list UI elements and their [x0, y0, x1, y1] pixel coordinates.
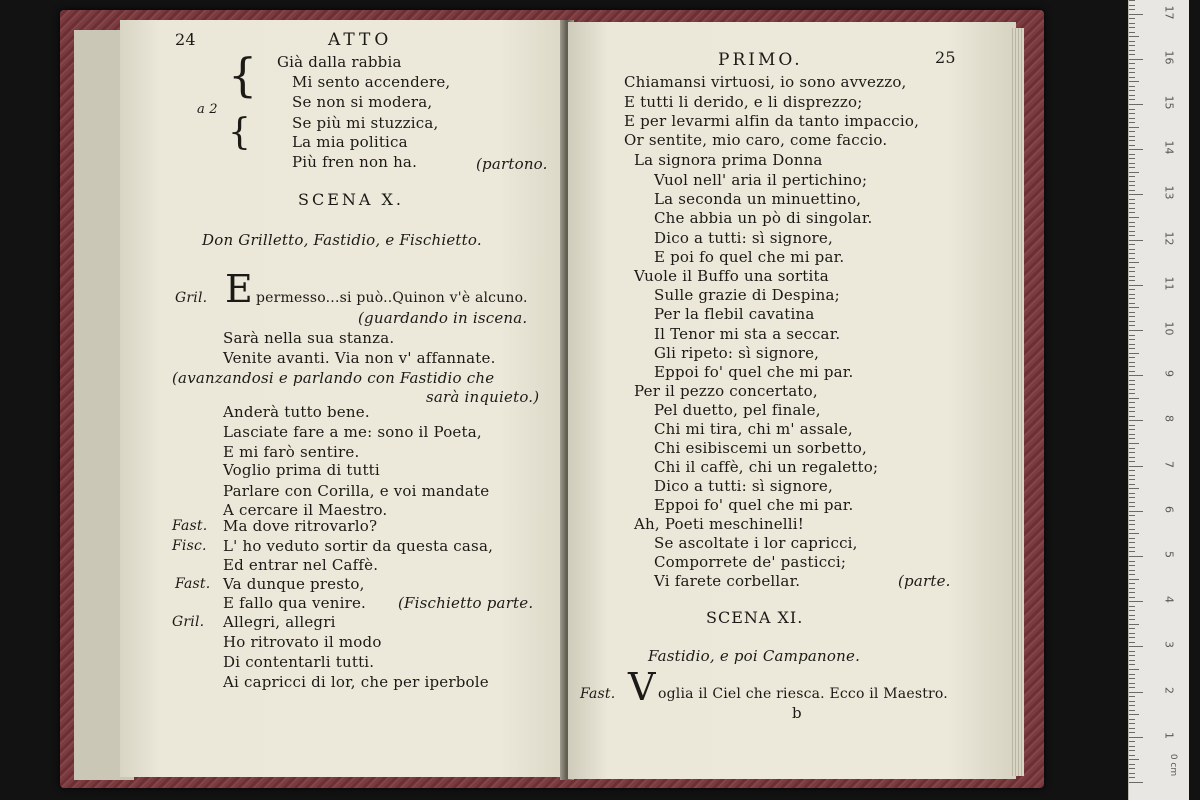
- ruler-tick: [1129, 149, 1143, 150]
- ruler-number: 13: [1162, 185, 1176, 200]
- ruler-tick: [1129, 199, 1135, 200]
- ruler-tick: [1129, 258, 1135, 259]
- ruler-tick: [1129, 687, 1135, 688]
- ruler-tick: [1129, 457, 1135, 458]
- ruler-tick: [1129, 289, 1135, 290]
- dialogue-line: Allegri, allegri: [223, 613, 336, 631]
- verse-line: La mia politica: [292, 133, 408, 151]
- ruler-tick: [1129, 646, 1143, 647]
- stage-direction: (Fischietto parte.: [398, 594, 534, 612]
- speaker-label: Fast.: [580, 686, 616, 702]
- ruler-tick: [1129, 493, 1135, 494]
- ruler-tick: [1129, 755, 1135, 756]
- ruler-tick: [1129, 353, 1139, 354]
- ruler-tick: [1129, 330, 1143, 331]
- ruler-tick: [1129, 619, 1135, 620]
- verse-line: Parlare con Corilla, e voi mandate: [223, 482, 490, 500]
- ruler-tick: [1129, 746, 1135, 747]
- signature-mark: b: [792, 704, 802, 722]
- ruler-tick: [1129, 136, 1135, 137]
- ruler-tick: [1129, 497, 1135, 498]
- ruler-tick: [1129, 122, 1135, 123]
- speaker-label: Fast.: [175, 576, 211, 592]
- speaker-label: Fast.: [172, 518, 208, 534]
- verse-line: A cercare il Maestro.: [223, 501, 388, 519]
- scene-characters: Don Grilletto, Fastidio, e Fischietto.: [202, 231, 482, 249]
- ruler-tick: [1129, 109, 1135, 110]
- ruler-tick: [1129, 633, 1135, 634]
- page-number: 24: [175, 30, 196, 49]
- ruler-tick: [1129, 14, 1143, 15]
- ruler-tick: [1129, 194, 1143, 195]
- ruler-tick: [1129, 759, 1139, 760]
- ruler-tick: [1129, 113, 1135, 114]
- ruler-tick: [1129, 714, 1139, 715]
- verse-line: E per levarmi alfin da tanto impaccio,: [624, 112, 920, 130]
- verse-line: Per il pezzo concertato,: [634, 382, 818, 400]
- ruler-tick: [1129, 380, 1135, 381]
- ruler-tick: [1129, 529, 1135, 530]
- ruler-tick: [1129, 588, 1135, 589]
- verse-line: Eppoi fo' quel che mi par.: [654, 363, 854, 381]
- ruler-tick: [1129, 285, 1143, 286]
- ruler-number: 1: [1162, 731, 1176, 739]
- ruler-tick: [1129, 280, 1135, 281]
- ruler-tick: [1129, 371, 1135, 372]
- verse-line: E fallo qua venire.: [223, 594, 367, 612]
- ruler-tick: [1129, 90, 1135, 91]
- ruler-tick: [1129, 438, 1135, 439]
- ruler-zero-label: 0 cm: [1168, 753, 1179, 777]
- brace-bottom: {: [228, 112, 251, 153]
- ruler-tick: [1129, 316, 1135, 317]
- verse-line: La signora prima Donna: [634, 151, 823, 169]
- ruler-tick: [1129, 307, 1139, 308]
- ruler-number: 16: [1162, 50, 1176, 65]
- ruler-tick: [1129, 732, 1135, 733]
- ruler-tick: [1129, 127, 1139, 128]
- ruler-tick: [1129, 181, 1135, 182]
- ruler-tick: [1129, 344, 1135, 345]
- verse-line: E tutti li derido, e li disprezzo;: [624, 93, 863, 111]
- ruler-tick: [1129, 701, 1135, 702]
- ruler-number: 12: [1162, 231, 1176, 246]
- ruler-tick: [1129, 163, 1135, 164]
- ruler-number: 7: [1162, 460, 1176, 468]
- ruler-tick: [1129, 298, 1135, 299]
- ruler-tick: [1129, 651, 1135, 652]
- ruler-tick: [1129, 104, 1143, 105]
- ruler-tick: [1129, 750, 1135, 751]
- ruler-tick: [1129, 741, 1135, 742]
- ruler-tick: [1129, 240, 1143, 241]
- verse-line: Vi farete corbellar.: [654, 572, 801, 590]
- ruler-tick: [1129, 628, 1135, 629]
- ruler-tick: [1129, 325, 1135, 326]
- ruler-tick: [1129, 294, 1135, 295]
- ruler-tick: [1129, 664, 1135, 665]
- verse-line: Se ascoltate i lor capricci,: [654, 534, 858, 552]
- ruler-tick: [1129, 131, 1135, 132]
- ruler-tick: [1129, 574, 1135, 575]
- ruler-tick: [1129, 72, 1135, 73]
- ruler-tick: [1129, 420, 1143, 421]
- verse-line: Il Tenor mi sta a seccar.: [654, 325, 841, 343]
- ruler-tick: [1129, 249, 1135, 250]
- ruler-tick: [1129, 655, 1135, 656]
- ruler-tick: [1129, 429, 1135, 430]
- verse-line: Voglio prima di tutti: [223, 461, 380, 479]
- ruler-tick: [1129, 479, 1135, 480]
- ruler-tick: [1129, 592, 1135, 593]
- verse-line: Che abbia un pò di singolar.: [654, 209, 873, 227]
- ruler-tick: [1129, 348, 1135, 349]
- ruler-tick: [1129, 565, 1135, 566]
- ruler-tick: [1129, 515, 1135, 516]
- ruler-tick: [1129, 461, 1135, 462]
- dialogue-line: Va dunque presto,: [223, 575, 365, 593]
- ruler-tick: [1129, 610, 1135, 611]
- ruler-tick: [1129, 583, 1135, 584]
- ruler-tick: [1129, 190, 1135, 191]
- ruler-tick: [1129, 425, 1135, 426]
- verse-line: Chi esibiscemi un sorbetto,: [654, 439, 867, 457]
- ruler-tick: [1129, 203, 1135, 204]
- stage-direction: sarà inquieto.): [426, 388, 540, 406]
- ruler-tick: [1129, 533, 1139, 534]
- ruler-tick: [1129, 375, 1143, 376]
- verse-line: Ho ritrovato il modo: [223, 633, 382, 651]
- ruler-tick: [1129, 303, 1135, 304]
- ruler-tick: [1129, 185, 1135, 186]
- ruler-tick: [1129, 542, 1135, 543]
- ruler-tick: [1129, 23, 1135, 24]
- ruler-tick: [1129, 222, 1135, 223]
- ruler-tick: [1129, 466, 1143, 467]
- verse-line: Comporrete de' pasticci;: [654, 553, 847, 571]
- ruler-tick: [1129, 276, 1135, 277]
- verse-line: Dico a tutti: sì signore,: [654, 229, 833, 247]
- ruler-tick: [1129, 208, 1135, 209]
- page-number: 25: [935, 48, 956, 67]
- verse-line: Anderà tutto bene.: [223, 403, 370, 421]
- ruler-tick: [1129, 524, 1135, 525]
- ruler-tick: [1129, 226, 1135, 227]
- ruler-tick: [1129, 615, 1135, 616]
- ruler-tick: [1129, 267, 1135, 268]
- verse-line: Sarà nella sua stanza.: [223, 329, 395, 347]
- verse-line: Chi mi tira, chi m' assale,: [654, 420, 853, 438]
- ruler-tick: [1129, 452, 1135, 453]
- verse-line: Vuol nell' aria il pertichino;: [654, 171, 868, 189]
- ruler-tick: [1129, 488, 1139, 489]
- verse-line: Pel duetto, pel finale,: [654, 401, 821, 419]
- dialogue-line: Ma dove ritrovarlo?: [223, 517, 378, 535]
- stage-direction: (parte.: [898, 572, 951, 590]
- ruler-tick: [1129, 710, 1135, 711]
- verse-line: Mi sento accendere,: [292, 73, 451, 91]
- ruler-tick: [1129, 366, 1135, 367]
- ruler-tick: [1129, 773, 1135, 774]
- ruler-tick: [1129, 99, 1135, 100]
- ruler-number: 2: [1162, 686, 1176, 694]
- ruler-tick: [1129, 335, 1135, 336]
- verse-line: Eppoi fo' quel che mi par.: [654, 496, 854, 514]
- ruler-tick: [1129, 737, 1143, 738]
- ruler-tick: [1129, 312, 1135, 313]
- ruler-tick: [1129, 538, 1135, 539]
- speaker-label: Gril.: [172, 614, 205, 630]
- ruler-tick: [1129, 9, 1135, 10]
- ruler-tick: [1129, 217, 1139, 218]
- speaker-label: Fisc.: [172, 538, 207, 554]
- right-page: [568, 22, 1016, 779]
- ruler-tick: [1129, 321, 1135, 322]
- ruler-number: 8: [1162, 415, 1176, 423]
- scene-title: SCENA XI.: [706, 608, 804, 627]
- ruler-number: 9: [1162, 370, 1176, 378]
- ruler-tick: [1129, 674, 1135, 675]
- verse-line: Gli ripeto: sì signore,: [654, 344, 820, 362]
- ruler-tick: [1129, 41, 1135, 42]
- dialogue-line: L' ho veduto sortir da questa casa,: [223, 537, 494, 555]
- ruler-tick: [1129, 561, 1135, 562]
- ruler-tick: [1129, 669, 1139, 670]
- ruler-tick: [1129, 389, 1135, 390]
- ruler-number: 10: [1162, 321, 1176, 336]
- ruler-number: 3: [1162, 641, 1176, 649]
- ruler-tick: [1129, 768, 1135, 769]
- verse-line: E mi farò sentire.: [223, 443, 360, 461]
- ruler-tick: [1129, 719, 1135, 720]
- ruler-tick: [1129, 393, 1135, 394]
- verse-line: Vuole il Buffo una sortita: [634, 267, 829, 285]
- running-head: PRIMO.: [718, 50, 803, 70]
- ruler-tick: [1129, 18, 1135, 19]
- scene-title: SCENA X.: [298, 190, 404, 209]
- ruler-tick: [1129, 624, 1139, 625]
- ruler-tick: [1129, 660, 1135, 661]
- verse-line: Già dalla rabbia: [277, 53, 402, 71]
- ruler-tick: [1129, 402, 1135, 403]
- ruler-tick: [1129, 782, 1143, 783]
- ruler-tick: [1129, 637, 1135, 638]
- ruler-tick: [1129, 253, 1135, 254]
- left-page: [120, 20, 565, 777]
- verse-line: Venite avanti. Via non v' affannate.: [223, 349, 496, 367]
- ruler-tick: [1129, 362, 1135, 363]
- ruler-tick: [1129, 145, 1135, 146]
- ruler-tick: [1129, 118, 1135, 119]
- verse-line: Ah, Poeti meschinelli!: [634, 515, 805, 533]
- ruler-tick: [1129, 59, 1143, 60]
- ruler-tick: [1129, 95, 1135, 96]
- ruler-tick: [1129, 339, 1135, 340]
- ruler-tick: [1129, 86, 1135, 87]
- ruler-tick: [1129, 167, 1135, 168]
- ruler-tick: [1129, 36, 1139, 37]
- ruler-tick: [1129, 547, 1135, 548]
- ruler-tick: [1129, 448, 1135, 449]
- a2-label: a 2: [197, 102, 218, 117]
- ruler-tick: [1129, 407, 1135, 408]
- ruler-tick: [1129, 212, 1135, 213]
- ruler-tick: [1129, 154, 1135, 155]
- ruler-number: 15: [1162, 95, 1176, 110]
- verse-line: Lasciate fare a me: sono il Poeta,: [223, 423, 482, 441]
- stage-direction: (partono.: [476, 155, 548, 173]
- ruler-tick: [1129, 506, 1135, 507]
- ruler-tick: [1129, 723, 1135, 724]
- ruler-number: 17: [1162, 5, 1176, 20]
- ruler-tick: [1129, 54, 1135, 55]
- ruler-tick: [1129, 642, 1135, 643]
- verse-line: La seconda un minuettino,: [654, 190, 862, 208]
- ruler-tick: [1129, 696, 1135, 697]
- ruler-number: 5: [1162, 551, 1176, 558]
- ruler-tick: [1129, 728, 1135, 729]
- verse-line: Or sentite, mio caro, come faccio.: [624, 131, 888, 149]
- verse-line: Chi il caffè, chi un regaletto;: [654, 458, 879, 476]
- ruler-tick: [1129, 231, 1135, 232]
- ruler-tick: [1129, 484, 1135, 485]
- ruler-tick: [1129, 475, 1135, 476]
- ruler-tick: [1129, 384, 1135, 385]
- ruler-tick: [1129, 597, 1135, 598]
- ruler-tick: [1129, 176, 1135, 177]
- ruler-tick: [1129, 556, 1143, 557]
- verse-line: Più fren non ha.: [292, 153, 418, 171]
- ruler-tick: [1129, 63, 1135, 64]
- ruler-tick: [1129, 416, 1135, 417]
- brace-top: {: [228, 48, 258, 102]
- ruler-tick: [1129, 764, 1135, 765]
- verse-line: Se più mi stuzzica,: [292, 114, 439, 132]
- drop-cap: E: [225, 267, 253, 311]
- ruler-tick: [1129, 45, 1135, 46]
- page-block-edge: [1010, 28, 1024, 776]
- ruler-tick: [1129, 443, 1139, 444]
- ruler-tick: [1129, 551, 1135, 552]
- ruler-tick: [1129, 50, 1135, 51]
- ruler-tick: [1129, 68, 1135, 69]
- ruler-tick: [1129, 520, 1135, 521]
- drop-cap: V: [628, 665, 656, 709]
- dialogue-line: oglia il Ciel che riesca. Ecco il Maestro.: [658, 686, 948, 702]
- ruler-tick: [1129, 601, 1143, 602]
- stage-direction: (guardando in iscena.: [358, 309, 528, 327]
- ruler-tick: [1129, 172, 1139, 173]
- verse-line: Sulle grazie di Despina;: [654, 286, 840, 304]
- ruler-number: 14: [1162, 140, 1176, 155]
- verse-line: Di contentarli tutti.: [223, 653, 375, 671]
- verse-line: Ed entrar nel Caffè.: [223, 556, 379, 574]
- ruler-tick: [1129, 511, 1143, 512]
- ruler-tick: [1129, 235, 1135, 236]
- ruler-tick: [1129, 434, 1135, 435]
- dialogue-line: permesso...si può..Quinon v'è alcuno.: [256, 290, 528, 306]
- ruler-number: 11: [1162, 276, 1176, 291]
- ruler-tick: [1129, 32, 1135, 33]
- ruler-tick: [1129, 81, 1139, 82]
- verse-line: E poi fo quel che mi par.: [654, 248, 845, 266]
- ruler-tick: [1129, 606, 1135, 607]
- ruler-number: 4: [1162, 596, 1176, 604]
- verse-line: Ai capricci di lor, che per iperbole: [223, 673, 489, 691]
- ruler-tick: [1129, 5, 1135, 6]
- ruler-tick: [1129, 158, 1135, 159]
- ruler-tick: [1129, 244, 1135, 245]
- verse-line: Per la flebil cavatina: [654, 305, 815, 323]
- verse-line: Se non si modera,: [292, 93, 433, 111]
- ruler-tick: [1129, 411, 1135, 412]
- ruler-tick: [1129, 398, 1139, 399]
- ruler-tick: [1129, 470, 1135, 471]
- ruler-tick: [1129, 705, 1135, 706]
- ruler-tick: [1129, 570, 1135, 571]
- verse-line: Chiamansi virtuosi, io sono avvezzo,: [624, 73, 907, 91]
- ruler-tick: [1129, 271, 1135, 272]
- ruler-tick: [1129, 777, 1135, 778]
- ruler-number: 6: [1162, 505, 1176, 513]
- verse-line: Dico a tutti: sì signore,: [654, 477, 833, 495]
- ruler-tick: [1129, 262, 1139, 263]
- measuring-ruler: [1128, 0, 1189, 800]
- ruler-tick: [1129, 683, 1135, 684]
- ruler-tick: [1129, 692, 1143, 693]
- ruler-tick: [1129, 27, 1135, 28]
- ruler-tick: [1129, 579, 1139, 580]
- stage-direction: (avanzandosi e parlando con Fastidio che: [172, 369, 495, 387]
- scene-characters: Fastidio, e poi Campanone.: [648, 647, 861, 665]
- ruler-tick: [1129, 357, 1135, 358]
- ruler-tick: [1129, 678, 1135, 679]
- ruler-tick: [1129, 502, 1135, 503]
- speaker-label: Gril.: [175, 290, 208, 306]
- ruler-tick: [1129, 140, 1135, 141]
- running-head: ATTO: [328, 30, 393, 50]
- ruler-tick: [1129, 0, 1135, 1]
- ruler-tick: [1129, 77, 1135, 78]
